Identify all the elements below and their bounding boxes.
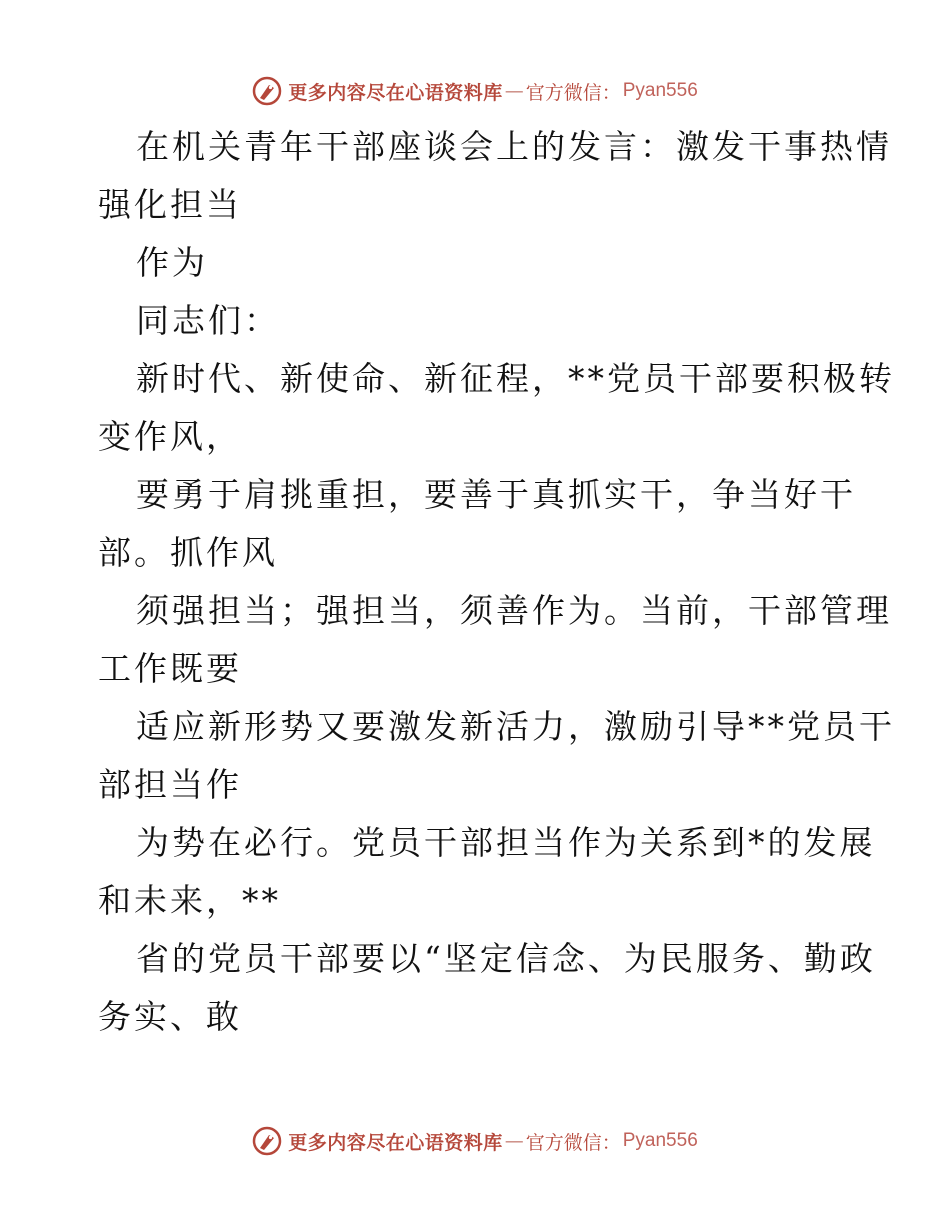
doc-line: 省的党员干部要以“坚定信念、为民服务、勤政: [136, 939, 876, 978]
doc-line: 和未来，**: [98, 881, 281, 920]
doc-line: 部。抓作风: [98, 533, 278, 572]
watermark-dash: —: [504, 1130, 524, 1152]
doc-line: 部担当作: [98, 765, 242, 804]
document-body: [98, 118, 895, 1046]
doc-line: 须强担当；强担当，须善作为。当前，干部管理: [136, 591, 892, 630]
doc-line: 在机关青年干部座谈会上的发言：激发干事热情: [136, 127, 892, 166]
footer-watermark: [0, 1121, 950, 1161]
pen-nib-icon: [252, 76, 282, 106]
doc-line: 适应新形势又要激发新活力，激励引导**党员干: [136, 707, 895, 746]
watermark-sub: 官方微信：: [525, 81, 621, 104]
watermark-dash: —: [504, 80, 524, 102]
watermark-id: Pyan556: [622, 80, 698, 101]
watermark-id: Pyan556: [622, 1130, 698, 1151]
doc-line: 工作既要: [98, 649, 242, 688]
doc-line: 务实、敢: [98, 997, 242, 1036]
doc-line: 新时代、新使命、新征程，**党员干部要积极转: [136, 359, 895, 398]
doc-line: 变作风，: [98, 417, 242, 456]
watermark-label: 更多内容尽在心语资料库: [288, 81, 503, 104]
watermark-label: 更多内容尽在心语资料库: [288, 1131, 503, 1154]
watermark-sub: 官方微信：: [525, 1131, 621, 1154]
doc-line: 作为: [136, 243, 208, 282]
pen-nib-icon: [252, 1126, 282, 1156]
doc-line: 要勇于肩挑重担，要善于真抓实干，争当好干: [136, 475, 856, 514]
header-watermark: [0, 71, 950, 111]
doc-line: 同志们：: [136, 301, 280, 340]
doc-line: 强化担当: [98, 185, 242, 224]
doc-line: 为势在必行。党员干部担当作为关系到*的发展: [136, 823, 876, 862]
